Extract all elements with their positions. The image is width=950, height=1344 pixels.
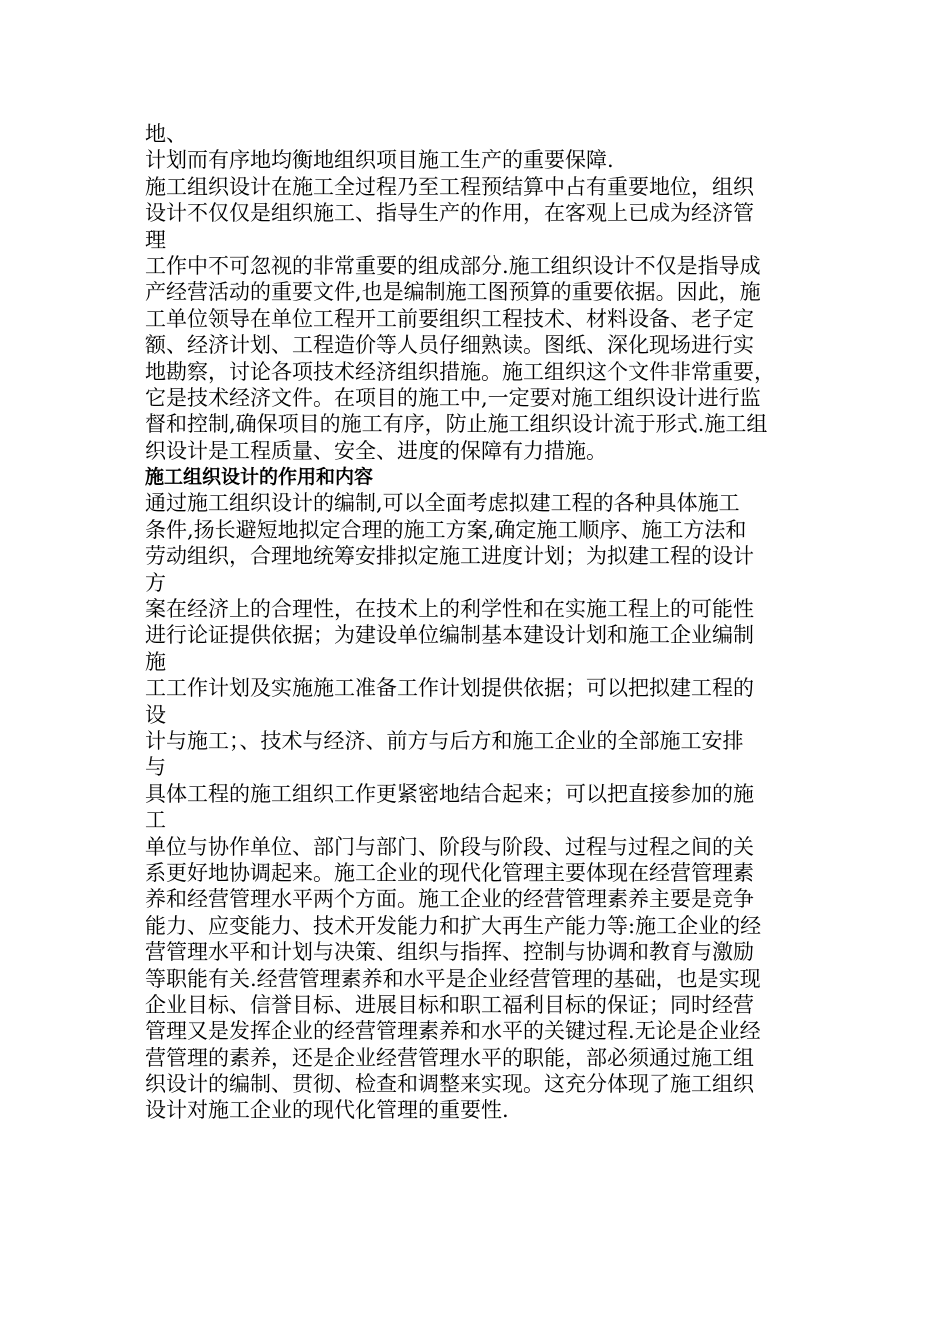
text-line: 施: [145, 649, 166, 674]
text-line: 计划而有序地均衡地组织项目施工生产的重要保障.: [145, 148, 614, 173]
text-line: 等职能有关.经营管理素养和水平是企业经营管理的基础，也是实现: [145, 966, 761, 991]
text-line: 地勘察，讨论各项技术经济组织措施。施工组织这个文件非常重要，: [145, 359, 775, 384]
text-line: 地、: [145, 122, 187, 146]
text-line: 养和经营管理水平两个方面。施工企业的经营管理素养主要是竞争: [145, 887, 754, 912]
text-line: 条件,扬长避短地拟定合理的施工方案,确定施工顺序、施工方法和: [145, 517, 747, 542]
section-heading: 施工组织设计的作用和内容: [145, 466, 374, 489]
text-line: 施工组织设计在施工全过程乃至工程预结算中占有重要地位，组织: [145, 174, 754, 199]
text-line: 营管理水平和计划与决策、组织与指挥、控制与协调和教育与激励: [145, 940, 754, 965]
text-line: 它是技术经济文件。在项目的施工中,一定要对施工组织设计进行监: [145, 385, 761, 410]
text-line: 设计不仅仅是组织施工、指导生产的作用，在客观上已成为经济管: [145, 201, 754, 226]
text-line: 额、经济计划、工程造价等人员仔细熟读。图纸、深化现场进行实: [145, 333, 754, 358]
text-line: 进行论证提供依据；为建设单位编制基本建设计划和施工企业编制: [145, 623, 754, 648]
document-body: [145, 121, 825, 1124]
text-line: 督和控制,确保项目的施工有序，防止施工组织设计流于形式.施工组: [145, 412, 768, 437]
text-line: 计与施工；、技术与经济、前方与后方和施工企业的全部施工安排: [145, 728, 744, 753]
text-line: 工单位领导在单位工程开工前要组织工程技术、材料设备、老子定: [145, 306, 754, 331]
text-line: 与: [145, 755, 166, 780]
text-line: 设计对施工企业的现代化管理的重要性.: [145, 1098, 509, 1123]
text-line: 单位与协作单位、部门与部门、阶段与阶段、过程与过程之间的关: [145, 834, 754, 859]
text-line: 工作中不可忽视的非常重要的组成部分.施工组织设计不仅是指导成: [145, 253, 761, 278]
text-line: 理: [145, 227, 166, 252]
text-line: 设: [145, 702, 166, 727]
text-line: 通过施工组织设计的编制,可以全面考虑拟建工程的各种具体施工: [145, 491, 740, 516]
text-line: 管理又是发挥企业的经营管理素养和水平的关键过程.无论是企业经: [145, 1019, 761, 1044]
text-line: 劳动组织，合理地统筹安排拟定施工进度计划；为拟建工程的设计: [145, 544, 754, 569]
text-line: 系更好地协调起来。施工企业的现代化管理主要体现在经营管理素: [145, 860, 754, 885]
text-line: 织设计是工程质量、安全、进度的保障有力措施。: [145, 438, 607, 463]
text-line: 能力、应变能力、技术开发能力和扩大再生产能力等:施工企业的经: [145, 913, 762, 938]
section-intro: [145, 121, 825, 464]
text-line: 企业目标、信誉目标、进展目标和职工福利目标的保证；同时经营: [145, 992, 754, 1017]
text-line: 织设计的编制、贯彻、检查和调整来实现。这充分体现了施工组织: [145, 1072, 754, 1097]
text-line: 产经营活动的重要文件,也是编制施工图预算的重要依据。因此，施: [145, 280, 761, 305]
text-line: 工: [145, 808, 166, 833]
text-line: 案在经济上的合理性，在技术上的利学性和在实施工程上的可能性: [145, 597, 754, 622]
text-line: 具体工程的施工组织工作更紧密地结合起来；可以把直接参加的施: [145, 781, 754, 806]
text-line: 方: [145, 570, 166, 595]
section-content: [145, 490, 825, 1123]
text-line: 营管理的素养，还是企业经营管理水平的职能，部必须通过施工组: [145, 1045, 754, 1070]
text-line: 工工作计划及实施施工准备工作计划提供依据；可以把拟建工程的: [145, 676, 754, 701]
